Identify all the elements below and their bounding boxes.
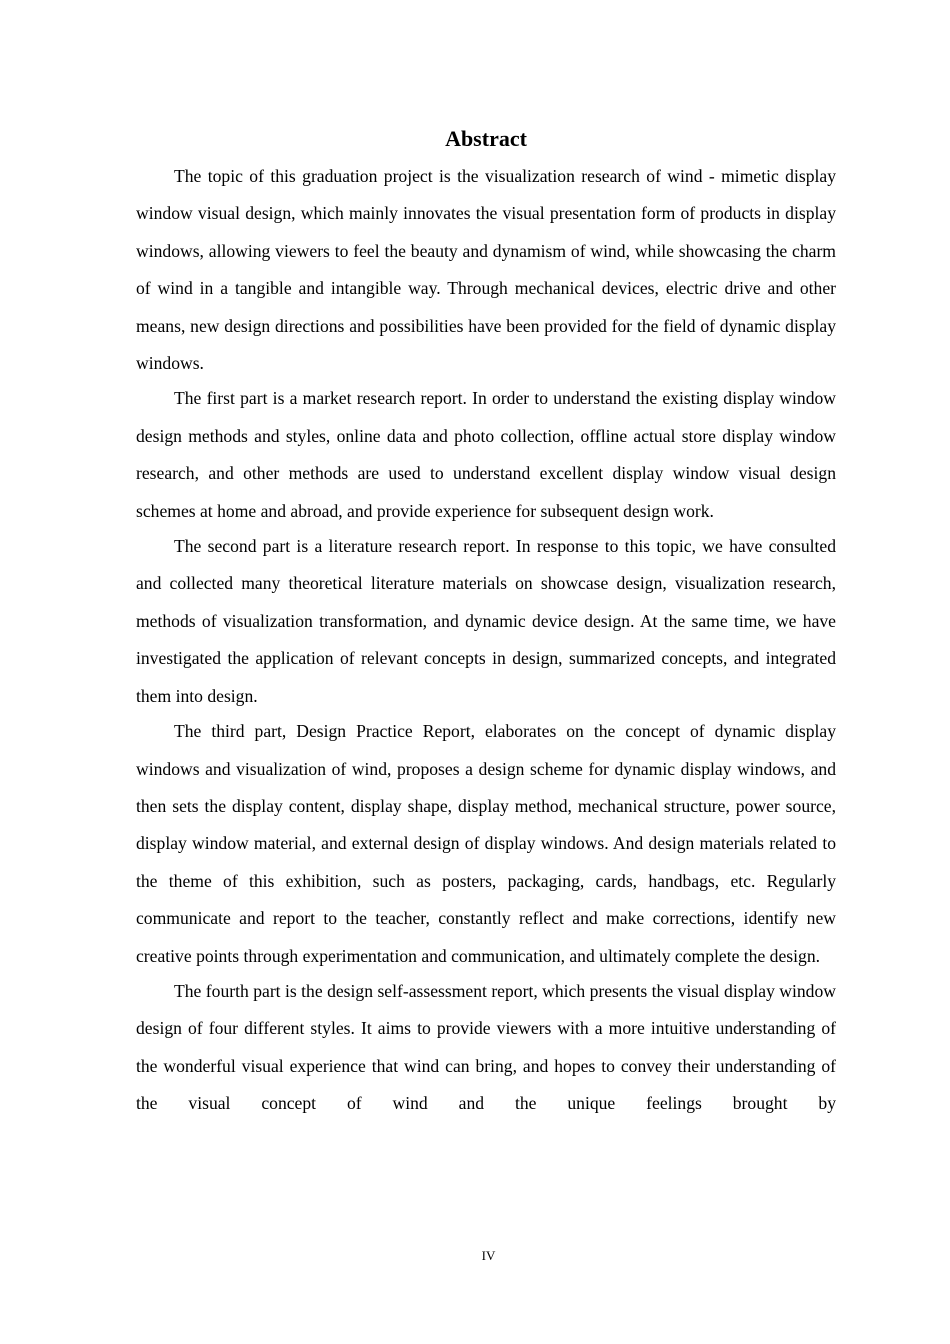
paragraph-topic: The topic of this graduation project is the visualization research of wind - mimetic display window visual design, which mainly innovates the visual presentation form of products in display windows, allowing viewers to feel the beauty and dynamism of wind, while showcasing the charm of wind in a tangible and intangible way. Through mechanical devices, electric drive and other means, new design directions and possibilities have been provided for the field of dynamic display windows.	[136, 166, 836, 374]
paragraph-design-practice: The third part, Design Practice Report, elaborates on the concept of dynamic display windows and visualization of wind, proposes a design scheme for dynamic display windows, and then sets the display content, display shape, display method, mechanical structure, power source, display window material, and external design of display windows. And design materials related to the theme of this exhibition, such as posters, packaging, cards, handbags, etc. Regularly communicate and report to the teacher, constantly reflect and make corrections, identify new creative points through experimentation and communication, and ultimately complete the design.	[136, 721, 836, 966]
abstract-body	[136, 158, 836, 1121]
paragraph-literature-research: The second part is a literature research report. In response to this topic, we have consulted and collected many theoretical literature materials on showcase design, visualization research, methods of visualization transformation, and dynamic device design. At the same time, we have investigated the application of relevant concepts in design, summarized concepts, and integrated them into design.	[136, 536, 836, 706]
paragraph-self-assessment: The fourth part is the design self-assessment report, which presents the visual display window design of four different styles. It aims to provide viewers with a more intuitive understanding of the wonderful visual experience that wind can bring, and hopes to convey their understanding of the visual concept of wind and the unique feelings brought by	[136, 980, 836, 1114]
paragraph-market-research: The first part is a market research report. In order to understand the existing display window design methods and styles, online data and photo collection, offline actual store display window research, and other methods are used to understand excellent display window visual design schemes at home and abroad, and provide experience for subsequent design work.	[136, 388, 836, 521]
abstract-title: Abstract	[445, 126, 527, 151]
page-number: IV	[481, 1248, 496, 1263]
